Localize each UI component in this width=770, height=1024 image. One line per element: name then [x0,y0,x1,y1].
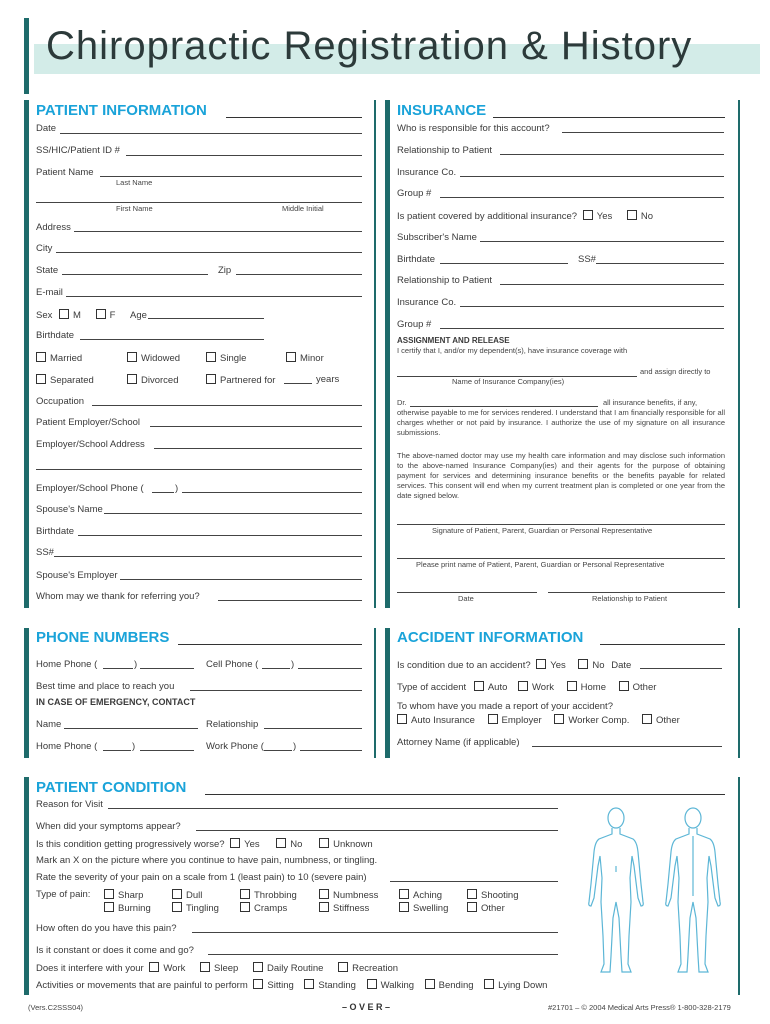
print-name-caption: Please print name of Patient, Parent, Guardian or Personal Representative [416,560,665,569]
activities-row [36,979,547,991]
best-time-field[interactable] [190,690,362,691]
patient-name-label: Patient Name [36,167,94,178]
emergency-work-area-field[interactable] [264,750,292,751]
relationship-field[interactable] [500,154,724,155]
single-checkbox[interactable] [206,352,216,362]
interfere-work-label: Work [163,963,186,974]
emergency-heading: IN CASE OF EMERGENCY, CONTACT [36,697,196,707]
married-label: Married [50,353,83,364]
sex-row [36,309,147,321]
subscriber-label: Subscriber's Name [397,232,477,243]
insurance-company-label: Insurance Co. [397,167,457,178]
relationship2-label: Relationship to Patient [397,275,493,286]
date-field[interactable] [60,133,362,134]
worse-no-checkbox[interactable] [276,838,286,848]
emergency-work-label: Work Phone ( [206,741,264,752]
assignment-title: ASSIGNMENT AND RELEASE [397,336,510,345]
shooting-checkbox[interactable] [467,889,477,899]
relationship-label: Relationship to Patient [397,145,493,156]
type-home-label: Home [580,682,606,693]
additional-insurance-label: Is patient covered by additional insurance? [397,211,578,222]
interfere-work-checkbox[interactable] [149,962,159,972]
worse-row [36,838,373,850]
report-employer-label: Employer [501,715,542,726]
cell-phone-field[interactable] [298,668,362,669]
phone-numbers-heading: PHONE NUMBERS [36,629,170,646]
sex-m-checkbox[interactable] [59,309,69,319]
pain-throbbing [240,889,297,901]
group-field[interactable] [440,197,724,198]
occupation-field[interactable] [92,405,362,406]
emergency-home-field[interactable] [140,750,194,751]
employer-phone-close: ) [175,483,179,494]
single-option [206,352,246,364]
accident-date-label: Date [611,660,632,671]
occupation-label: Occupation [36,396,85,407]
sex-f-checkbox[interactable] [96,309,106,319]
constant-field[interactable] [208,954,558,955]
minor-checkbox[interactable] [286,352,296,362]
reason-label: Reason for Visit [36,799,103,810]
lying-label: Lying Down [498,980,548,991]
widowed-label: Widowed [141,353,181,364]
pain-sharp [104,889,143,901]
cramps-label: Cramps [254,903,288,914]
bending-checkbox[interactable] [425,979,435,989]
numbness-checkbox[interactable] [319,889,329,899]
separated-label: Separated [50,375,94,386]
report-worker-label: Worker Comp. [568,715,630,726]
pain-swelling [399,902,448,914]
report-auto-label: Auto Insurance [411,715,475,726]
dull-label: Dull [186,890,203,901]
home-phone-label: Home Phone ( [36,659,98,670]
insurance-company2-label: Insurance Co. [397,297,457,308]
signature-relationship-field[interactable] [548,592,725,593]
type-work-label: Work [532,682,555,693]
marital-row-1 [36,352,82,364]
stiffness-checkbox[interactable] [319,902,329,912]
responsible-label: Who is responsible for this account? [397,123,550,134]
interfere-recreation-label: Recreation [352,963,399,974]
emergency-relationship-label: Relationship [206,719,259,730]
type-auto-label: Auto [487,682,508,693]
rate-field[interactable] [390,881,558,882]
emergency-name-label: Name [36,719,62,730]
date-label: Date [36,123,57,134]
additional-yes-label: Yes [596,211,613,222]
insurance-heading: INSURANCE [397,102,487,119]
type-home-checkbox[interactable] [567,681,577,691]
divorced-checkbox[interactable] [127,374,137,384]
signature-caption: Signature of Patient, Parent, Guardian or Personal Representative [432,526,653,535]
sitting-label: Sitting [267,980,294,991]
city-field[interactable] [56,252,362,253]
heading-rule [226,117,362,118]
employer-label: Patient Employer/School [36,417,141,428]
swelling-label: Swelling [413,903,449,914]
cell-phone-label: Cell Phone ( [206,659,259,670]
accident-information-heading: ACCIDENT INFORMATION [397,629,584,646]
divorced-label: Divorced [141,375,179,386]
other-pain-checkbox[interactable] [467,902,477,912]
body-front-figure[interactable] [585,806,647,976]
divorced-option [127,374,179,386]
ss-label: SS/HIC/Patient ID # [36,145,120,156]
report-other-checkbox[interactable] [642,714,652,724]
subscriber-ss-label: SS# [578,254,596,265]
type-other-checkbox[interactable] [619,681,629,691]
partnered-label: Partnered for [220,375,276,386]
accident-due-label: Is condition due to an accident? [397,660,531,671]
zip-field[interactable] [236,274,362,275]
interfere-sleep-checkbox[interactable] [200,962,210,972]
assign-directly-text: and assign directly to [640,367,711,376]
minor-label: Minor [300,353,324,364]
home-phone-field[interactable] [140,668,194,669]
rate-label: Rate the severity of your pain on a scale from 1 (least pain) to 10 (severe pain) [36,872,367,883]
subscriber-birthdate-label: Birthdate [397,254,436,265]
pain-aching [399,889,442,901]
activities-label: Activities or movements that are painful to perform [36,980,248,991]
throbbing-label: Throbbing [254,890,297,901]
phone-numbers-section [24,628,376,758]
emergency-work-field[interactable] [300,750,362,751]
first-name-field[interactable] [36,202,362,203]
employer-phone-field[interactable] [182,492,362,493]
partnered-option [206,374,275,386]
aching-label: Aching [413,890,443,901]
married-checkbox[interactable] [36,352,46,362]
sex-m-label: M [73,310,81,321]
worse-unknown-label: Unknown [333,839,373,850]
when-label: When did your symptoms appear? [36,821,181,832]
employer-phone-area-field[interactable] [152,492,174,493]
type-auto-checkbox[interactable] [474,681,484,691]
title-band [24,18,764,78]
relationship-caption: Relationship to Patient [592,594,668,603]
subscriber-field[interactable] [480,241,724,242]
how-often-field[interactable] [192,932,558,933]
accident-due-row [397,659,631,671]
walking-label: Walking [380,980,415,991]
swelling-checkbox[interactable] [399,902,409,912]
type-work-checkbox[interactable] [518,681,528,691]
worse-yes-checkbox[interactable] [230,838,240,848]
when-field[interactable] [196,830,558,831]
separated-option [36,374,94,386]
responsible-field[interactable] [562,132,724,133]
date-caption: Date [458,594,474,603]
accident-yes-checkbox[interactable] [536,659,546,669]
report-employer-checkbox[interactable] [488,714,498,724]
title-accent-bar [24,18,29,94]
accident-yes-label: Yes [550,660,566,671]
spouse-employer-label: Spouse's Employer [36,570,118,581]
sex-f-label: F [109,310,116,321]
birthdate-field[interactable] [80,339,264,340]
insurance-company-field[interactable] [460,176,724,177]
accident-no-checkbox[interactable] [578,659,588,669]
print-name-field[interactable] [397,558,725,559]
how-often-label: How often do you have this pain? [36,923,177,934]
burning-label: Burning [118,903,151,914]
version-label: (Vers.C2SSS04) [28,1003,84,1012]
mark-instruction: Mark an X on the picture where you continue to have pain, numbness, or tingling. [36,855,378,866]
pain-type-label: Type of pain: [36,889,91,900]
report-auto-checkbox[interactable] [397,714,407,724]
bending-label: Bending [438,980,474,991]
interfere-daily-checkbox[interactable] [253,962,263,972]
employer-address-field[interactable] [154,448,362,449]
relationship2-field[interactable] [500,284,724,285]
constant-label: Is it constant or does it come and go? [36,945,194,956]
throbbing-checkbox[interactable] [240,889,250,899]
employer-address-label: Employer/School Address [36,439,145,450]
minor-option [286,352,324,364]
pain-burning [104,902,151,914]
cell-area-field[interactable] [262,668,290,669]
spouse-name-field[interactable] [104,513,362,514]
worse-unknown-checkbox[interactable] [319,838,329,848]
email-label: E-mail [36,287,63,298]
heading-rule [493,117,725,118]
address-field[interactable] [74,231,362,232]
employer-address-field-2[interactable] [36,469,362,470]
signature-date-field[interactable] [397,592,537,593]
email-field[interactable] [66,296,362,297]
page-title: Chiropractic Registration & History [46,24,693,68]
emergency-relationship-field[interactable] [264,728,362,729]
spouse-employer-field[interactable] [120,579,362,580]
attorney-label: Attorney Name (if applicable) [397,737,520,748]
emergency-name-field[interactable] [64,728,198,729]
additional-no-checkbox[interactable] [627,210,637,220]
employer-phone-label: Employer/School Phone ( [36,483,144,494]
type-other-label: Other [632,682,657,693]
interfere-row [36,962,398,974]
pain-dull [172,889,202,901]
best-time-label: Best time and place to reach you [36,681,175,692]
dull-checkbox[interactable] [172,889,182,899]
interfere-recreation-checkbox[interactable] [338,962,348,972]
report-other-label: Other [656,715,680,726]
pain-cramps [240,902,287,914]
heading-rule [178,644,362,645]
years-label: years [316,374,340,385]
certify-text: I certify that I, and/or my dependent(s), have insurance coverage with [397,346,628,355]
insurance-company2-field[interactable] [460,306,724,307]
pain-stiffness [319,902,369,914]
accident-type-label: Type of accident [397,682,467,693]
emergency-home-area-field[interactable] [103,750,131,751]
tingling-label: Tingling [186,903,219,914]
cell-close: ) [291,659,295,670]
spouse-ss-label: SS# [36,547,54,558]
referring-label: Whom may we thank for referring you? [36,591,200,602]
zip-label: Zip [218,265,232,276]
last-name-field[interactable] [100,176,362,177]
shooting-label: Shooting [481,890,519,901]
additional-no-label: No [640,211,654,222]
reason-field[interactable] [108,808,558,809]
birthdate-label: Birthdate [36,330,75,341]
cramps-checkbox[interactable] [240,902,250,912]
accident-no-label: No [592,660,605,671]
tingling-checkbox[interactable] [172,902,182,912]
age-field[interactable] [148,318,264,319]
report-label: To whom have you made a report of your accident? [397,701,613,712]
partnered-checkbox[interactable] [206,374,216,384]
emergency-work-close: ) [293,741,297,752]
attorney-field[interactable] [532,746,722,747]
spouse-name-label: Spouse's Name [36,504,103,515]
partnered-years-field[interactable] [284,383,312,384]
standing-label: Standing [318,980,356,991]
over-label: – O V E R – [342,1002,391,1012]
disclosure-paragraph: The above-named doctor may use my health care information and may disclose such information to the above-named Insurance Company(ies) and their agents for the purpose of obtaining payment for services and determining insurance benefits or the benefits payable for related services. This consent will end when my current treatment plan is completed or one year from the date signed below. [397,451,725,500]
subscriber-ss-field[interactable] [596,263,724,264]
sharp-checkbox[interactable] [104,889,114,899]
state-field[interactable] [62,274,208,275]
copyright-label: #21701 – © 2004 Medical Arts Press® 1-800-328-2179 [548,1003,731,1012]
additional-yes-checkbox[interactable] [583,210,593,220]
sitting-checkbox[interactable] [253,979,263,989]
state-label: State [36,265,59,276]
worse-no-label: No [290,839,303,850]
patient-information-heading: PATIENT INFORMATION [36,102,207,119]
report-options-row [397,714,680,726]
aching-checkbox[interactable] [399,889,409,899]
benefits-text: all insurance benefits, if any, [603,398,698,407]
group-label: Group # [397,188,432,199]
doctor-name-field[interactable] [410,406,598,407]
emergency-home-label: Home Phone ( [36,741,98,752]
stiffness-label: Stiffness [333,903,370,914]
employer-field[interactable] [150,426,362,427]
numbness-label: Numbness [333,890,379,901]
patient-condition-heading: PATIENT CONDITION [36,779,187,796]
dr-label: Dr. [397,398,407,407]
pain-shooting [467,889,519,901]
walking-checkbox[interactable] [367,979,377,989]
interfere-sleep-label: Sleep [214,963,239,974]
body-back-figure[interactable] [662,806,724,976]
group2-label: Group # [397,319,432,330]
spouse-birthdate-label: Birthdate [36,526,75,537]
sharp-label: Sharp [118,890,144,901]
group2-field[interactable] [440,328,724,329]
widowed-checkbox[interactable] [127,352,137,362]
sex-label: Sex [36,310,53,321]
subscriber-birthdate-field[interactable] [440,263,568,264]
financial-paragraph: otherwise payable to me for services rendered. I understand that I am financially responsible for all charges whether or not paid by insurance. I authorize the use of my signature on all insurance submissions. [397,408,725,437]
home-close: ) [134,659,138,670]
worse-yes-label: Yes [244,839,260,850]
pain-other [467,902,505,914]
single-label: Single [220,353,247,364]
company-name-caption: Name of Insurance Company(ies) [452,377,565,386]
home-area-field[interactable] [103,668,133,669]
pain-numbness [319,889,378,901]
middle-initial-caption: Middle Initial [282,204,324,213]
first-name-caption: First Name [116,204,153,213]
separated-checkbox[interactable] [36,374,46,384]
ss-field[interactable] [126,155,362,156]
address-label: Address [36,222,71,233]
pain-tingling [172,902,219,914]
signature-field[interactable] [397,524,725,525]
worse-label: Is this condition getting progressively worse? [36,839,225,850]
interfere-daily-label: Daily Routine [266,963,324,974]
last-name-caption: Last Name [116,178,153,187]
burning-checkbox[interactable] [104,902,114,912]
lying-checkbox[interactable] [484,979,494,989]
accident-type-row [397,681,656,693]
referring-field[interactable] [218,600,362,601]
accident-date-field[interactable] [640,668,722,669]
other-pain-label: Other [481,903,505,914]
standing-checkbox[interactable] [304,979,314,989]
city-label: City [36,243,53,254]
heading-rule [205,794,725,795]
heading-rule [600,644,725,645]
spouse-birthdate-field[interactable] [78,535,362,536]
emergency-home-close: ) [132,741,136,752]
age-label: Age [130,310,147,321]
additional-insurance-row [397,210,653,222]
interfere-label: Does it interfere with your [36,963,144,974]
widowed-option [127,352,180,364]
report-worker-checkbox[interactable] [554,714,564,724]
spouse-ss-field[interactable] [54,556,362,557]
